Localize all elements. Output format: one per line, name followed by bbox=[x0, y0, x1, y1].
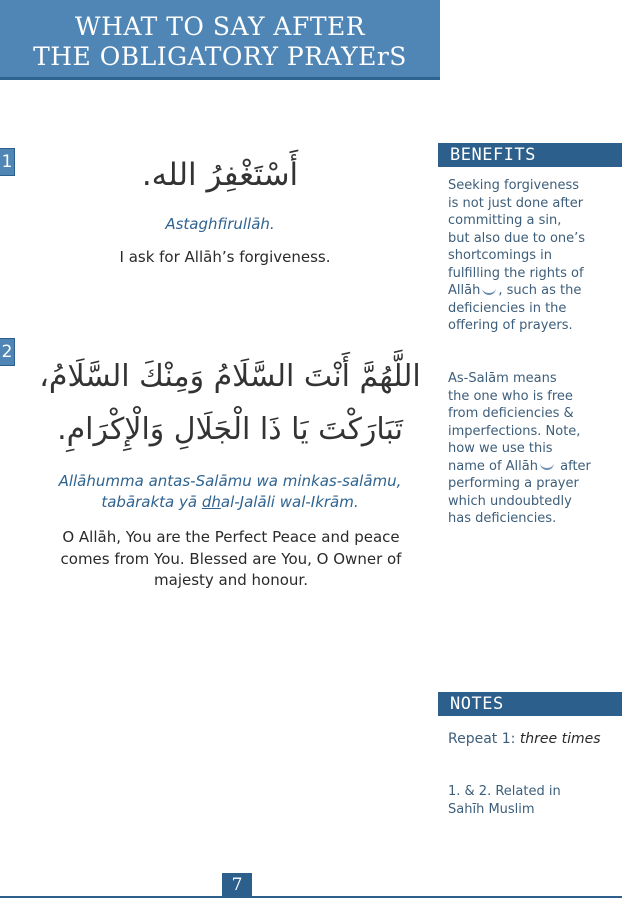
notes-references bbox=[448, 783, 618, 818]
transliteration-1: Astaghfirullāh. bbox=[165, 215, 275, 233]
notes-repeat-label: Repeat 1: bbox=[448, 731, 516, 747]
benefits-p1-line: Seeking forgiveness bbox=[448, 178, 579, 193]
benefits-p1-line: deficiencies in the bbox=[448, 300, 567, 316]
benefits-p2-line: As-Salām means bbox=[448, 371, 557, 386]
item-number-1: 1 bbox=[0, 148, 15, 176]
transliteration-2-line2-underlined: dh bbox=[201, 493, 221, 511]
notes-ref-line-2: Sahīh Muslim bbox=[448, 801, 535, 817]
arabic-text-2-line2: تَبَارَكْتَ يَا ذَا الْجَلَالِ وَالْإِكْرَامِ. bbox=[57, 412, 403, 447]
benefits-p1-line: committing a sin, bbox=[448, 213, 562, 228]
translation-2-line2: comes from You. Blessed are You, O Owner of bbox=[60, 550, 402, 568]
benefits-p1-line: is not just done after bbox=[448, 195, 584, 211]
notes-header: NOTES bbox=[438, 692, 622, 716]
title-line-1: WHAT TO SAY AFTER bbox=[74, 12, 366, 41]
benefits-p1-line: offering of prayers. bbox=[448, 318, 573, 333]
page-number: 7 bbox=[222, 873, 252, 897]
benefits-paragraph-2 bbox=[448, 370, 618, 528]
notes-repeat bbox=[448, 730, 618, 748]
transliteration-2-line2-pre: tabārakta yā bbox=[101, 493, 202, 511]
benefits-p2-line: imperfections. Note, bbox=[448, 423, 581, 439]
translation-1: I ask for Allāh’s forgiveness. bbox=[119, 248, 331, 266]
translation-2-line1: O Allāh, You are the Perfect Peace and peace bbox=[62, 528, 400, 546]
title-banner bbox=[0, 0, 440, 80]
benefits-paragraph-1 bbox=[448, 177, 618, 335]
benefits-p2-line: how we use this bbox=[448, 441, 553, 456]
honorific-icon bbox=[482, 287, 496, 295]
benefits-p2-line bbox=[448, 458, 618, 476]
footer-divider bbox=[0, 896, 622, 898]
transliteration-2-line1: Allāhumma antas-Salāmu wa minkas-salāmu, bbox=[58, 472, 402, 490]
benefits-p2-line: which undoubtedly bbox=[448, 493, 572, 509]
benefits-p1-line7-pre: Allāh bbox=[448, 283, 481, 298]
notes-repeat-value: three times bbox=[519, 731, 601, 747]
benefits-p2-line6-post: after bbox=[560, 458, 591, 474]
benefits-p2-line: the one who is free bbox=[448, 388, 573, 404]
benefits-p2-line6-pre: name of Allāh bbox=[448, 458, 538, 474]
benefits-p2-line: from deficiencies & bbox=[448, 406, 574, 421]
benefits-header: BENEFITS bbox=[438, 143, 622, 167]
arabic-text-2-line1: اللَّهُمَّ أَنْتَ السَّلَامُ وَمِنْكَ السَّلَامُ، bbox=[39, 359, 421, 394]
translation-2-line3: majesty and honour. bbox=[154, 571, 308, 589]
item-number-2: 2 bbox=[0, 338, 15, 366]
honorific-icon bbox=[540, 462, 554, 470]
benefits-p1-line: shortcomings in bbox=[448, 248, 553, 263]
title-line-2: THE OBLIGATORY PRAYErS bbox=[33, 42, 407, 71]
transliteration-2-line2-post: al-Jalāli wal-Ikrām. bbox=[220, 493, 359, 511]
arabic-text-1: أَسْتَغْفِرُ الله. bbox=[141, 157, 299, 193]
benefits-p2-line: has deficiencies. bbox=[448, 511, 557, 526]
transliteration-2-line2 bbox=[0, 492, 460, 513]
benefits-p2-line: performing a prayer bbox=[448, 476, 579, 491]
benefits-p1-line: fulfilling the rights of bbox=[448, 265, 584, 281]
benefits-p1-line7-post: , such as the bbox=[498, 283, 582, 298]
benefits-p1-line: but also due to one’s bbox=[448, 230, 586, 246]
notes-ref-line-1: 1. & 2. Related in bbox=[448, 784, 561, 799]
benefits-p1-line bbox=[448, 282, 618, 300]
